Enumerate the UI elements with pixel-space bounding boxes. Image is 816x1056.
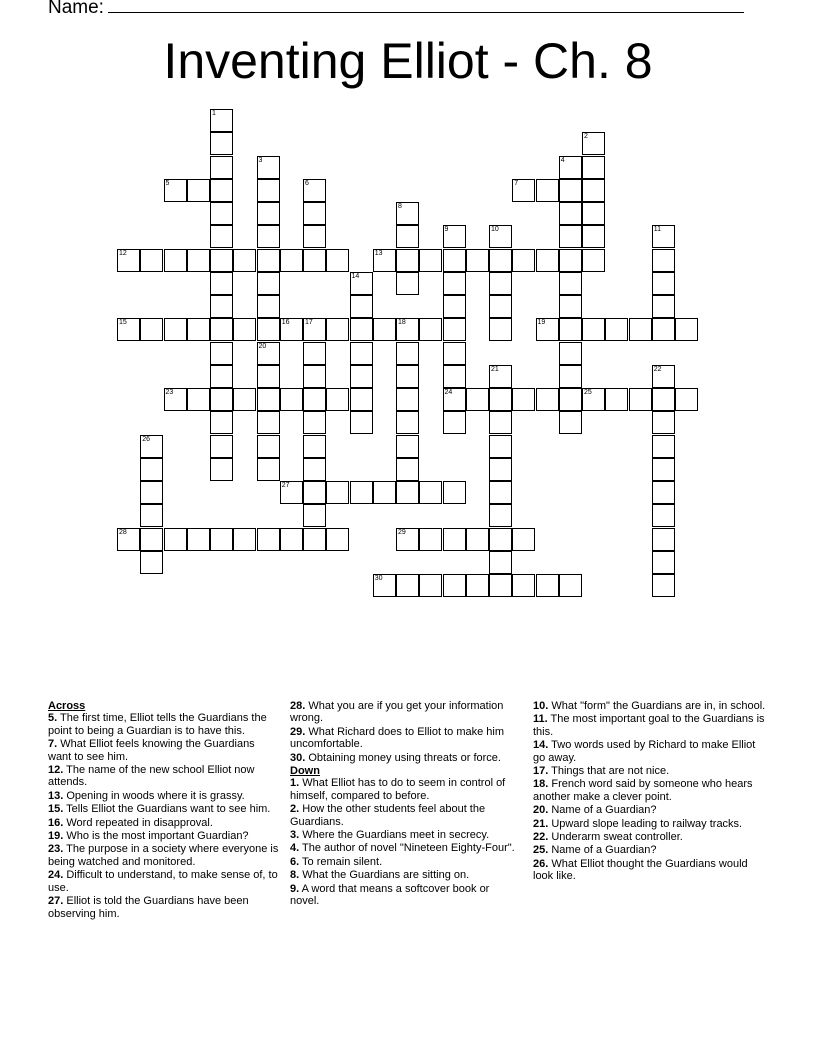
clue-number: 12	[119, 249, 127, 257]
grid-cell	[559, 202, 582, 225]
grid-cell	[489, 249, 512, 272]
grid-cell	[257, 411, 280, 434]
grid-cell	[210, 156, 233, 179]
clue-number: 27	[281, 482, 290, 489]
clue-down-1: 1. What Elliot has to do to seem in control of himself, compared to before.	[290, 777, 506, 802]
grid-cell	[559, 179, 582, 202]
grid-cell	[210, 295, 233, 318]
grid-cell	[605, 318, 628, 341]
grid-cell	[443, 388, 466, 411]
grid-cell	[210, 365, 233, 388]
grid-cell	[489, 504, 512, 527]
grid-cell	[419, 528, 442, 551]
grid-cell	[210, 411, 233, 434]
clue-number: 14	[351, 272, 360, 280]
clue-number: 5	[165, 179, 170, 187]
clue-down-14: 14. Two words used by Richard to make Elliot go away.	[533, 739, 756, 764]
grid-cell	[489, 272, 512, 295]
clue-across-23: 23. The purpose in a society where everyone is being watched and monitored.	[48, 843, 279, 868]
clue-across-29: 29. What Richard does to Elliot to make him uncomfortable.	[290, 725, 504, 751]
grid-cell	[512, 179, 535, 202]
grid-cell	[187, 318, 210, 341]
grid-cell	[652, 551, 675, 574]
grid-cell	[303, 528, 326, 551]
grid-cell	[117, 528, 140, 551]
grid-cell	[396, 342, 419, 365]
across-heading: Across	[48, 700, 86, 712]
grid-cell	[257, 272, 280, 295]
grid-cell	[536, 318, 559, 341]
clue-number: 16	[281, 319, 290, 327]
grid-cell	[350, 411, 373, 434]
grid-cell	[280, 528, 303, 551]
grid-cell	[559, 574, 582, 597]
grid-cell	[210, 342, 233, 365]
grid-cell	[396, 365, 419, 388]
clue-down-17: 17. Things that are not nice.	[533, 765, 670, 778]
grid-cell	[489, 411, 512, 434]
clue-number: 2	[584, 133, 588, 141]
grid-cell	[164, 528, 187, 551]
clue-number: 7	[514, 179, 519, 187]
grid-cell	[233, 388, 256, 411]
grid-cell	[140, 249, 163, 272]
grid-cell	[350, 388, 373, 411]
grid-cell	[489, 481, 512, 504]
grid-cell	[257, 435, 280, 458]
clue-number: 28	[119, 528, 127, 536]
grid-cell	[582, 388, 605, 411]
clue-number: 20	[258, 342, 267, 350]
clue-down-9: 9. A word that means a softcover book or novel.	[290, 882, 490, 908]
grid-cell	[280, 481, 303, 504]
clue-number: 17	[305, 319, 313, 327]
grid-cell	[187, 249, 210, 272]
grid-cell	[140, 528, 163, 551]
grid-cell	[257, 458, 280, 481]
grid-cell	[210, 132, 233, 155]
grid-cell	[559, 388, 582, 411]
grid-cell	[396, 202, 419, 225]
grid-cell	[373, 481, 396, 504]
grid-cell	[326, 528, 349, 551]
grid-cell	[257, 318, 280, 341]
grid-cell	[210, 272, 233, 295]
clue-number: 29	[398, 528, 406, 536]
grid-cell	[582, 179, 605, 202]
grid-cell	[512, 528, 535, 551]
grid-cell	[257, 249, 280, 272]
clue-number: 26	[142, 435, 151, 443]
grid-cell	[257, 528, 280, 551]
grid-cell	[140, 481, 163, 504]
grid-cell	[489, 295, 512, 318]
grid-cell	[257, 342, 280, 365]
grid-cell	[536, 179, 559, 202]
clues-column-3	[533, 700, 769, 884]
grid-cell	[466, 249, 489, 272]
grid-cell	[582, 132, 605, 155]
grid-cell	[350, 365, 373, 388]
grid-cell	[512, 574, 535, 597]
grid-cell	[280, 388, 303, 411]
clues-column-1	[48, 700, 280, 921]
grid-cell	[419, 318, 442, 341]
grid-cell	[303, 249, 326, 272]
clue-across-12: 12. The name of the new school Elliot now attends.	[48, 764, 255, 789]
grid-cell	[210, 202, 233, 225]
clue-number: 6	[305, 179, 309, 187]
clue-number: 22	[653, 365, 662, 373]
grid-cell	[257, 179, 280, 202]
grid-cell	[512, 388, 535, 411]
grid-cell	[280, 318, 303, 341]
grid-cell	[489, 551, 512, 574]
grid-cell	[257, 295, 280, 318]
grid-cell	[443, 411, 466, 434]
grid-cell	[326, 388, 349, 411]
grid-cell	[652, 225, 675, 248]
grid-cell	[582, 156, 605, 179]
clue-down-11: 11. The most important goal to the Guardians is this.	[533, 713, 765, 738]
clue-number: 15	[119, 319, 127, 327]
grid-cell	[350, 295, 373, 318]
grid-cell	[373, 318, 396, 341]
clue-down-2: 2. How the other students feel about the Guardians.	[290, 803, 486, 828]
clue-down-6: 6. To remain silent.	[290, 855, 383, 868]
grid-cell	[536, 574, 559, 597]
clue-down-25: 25. Name of a Guardian?	[533, 844, 657, 857]
clue-across-15: 15. Tells Elliot the Guardians want to see him.	[48, 803, 271, 816]
grid-cell	[652, 574, 675, 597]
grid-cell	[443, 365, 466, 388]
grid-cell	[443, 295, 466, 318]
grid-cell	[652, 388, 675, 411]
grid-cell	[140, 435, 163, 458]
grid-cell	[140, 551, 163, 574]
clue-number: 1	[212, 110, 216, 117]
clue-number: 3	[258, 156, 263, 164]
grid-cell	[559, 411, 582, 434]
grid-cell	[350, 342, 373, 365]
grid-cell	[303, 365, 326, 388]
grid-cell	[210, 225, 233, 248]
grid-cell	[233, 528, 256, 551]
clue-number: 10	[491, 226, 499, 234]
grid-cell	[489, 225, 512, 248]
grid-cell	[536, 388, 559, 411]
grid-cell	[303, 458, 326, 481]
grid-cell	[257, 156, 280, 179]
grid-cell	[303, 202, 326, 225]
grid-cell	[466, 528, 489, 551]
grid-cell	[559, 318, 582, 341]
clue-number: 4	[560, 156, 565, 164]
grid-cell	[675, 318, 698, 341]
grid-cell	[303, 504, 326, 527]
grid-cell	[675, 388, 698, 411]
grid-cell	[350, 481, 373, 504]
name-label: Name:	[48, 0, 104, 18]
clue-down-4: 4. The author of novel "Nineteen Eighty-Four".	[290, 842, 515, 855]
grid-cell	[117, 249, 140, 272]
grid-cell	[652, 458, 675, 481]
grid-cell	[396, 481, 419, 504]
grid-cell	[652, 411, 675, 434]
grid-cell	[164, 249, 187, 272]
grid-cell	[582, 225, 605, 248]
clue-across-5: 5. The first time, Elliot tells the Guardians the point to being a Guardian is to have this.	[48, 712, 267, 737]
grid-cell	[303, 318, 326, 341]
grid-cell	[489, 435, 512, 458]
grid-cell	[326, 318, 349, 341]
grid-cell	[559, 249, 582, 272]
grid-cell	[629, 318, 652, 341]
clue-down-8: 8. What the Guardians are sitting on.	[290, 869, 470, 882]
grid-cell	[652, 318, 675, 341]
grid-cell	[559, 342, 582, 365]
grid-cell	[652, 365, 675, 388]
grid-cell	[187, 179, 210, 202]
grid-cell	[187, 388, 210, 411]
grid-cell	[559, 225, 582, 248]
clue-number: 19	[537, 319, 546, 327]
clue-across-30: 30. Obtaining money using threats or force.	[290, 751, 501, 764]
grid-cell	[373, 249, 396, 272]
grid-cell	[210, 458, 233, 481]
clue-down-3: 3. Where the Guardians meet in secrecy.	[290, 829, 490, 842]
grid-cell	[396, 458, 419, 481]
grid-cell	[303, 225, 326, 248]
grid-cell	[559, 295, 582, 318]
grid-cell	[396, 318, 419, 341]
grid-cell	[303, 481, 326, 504]
grid-cell	[652, 481, 675, 504]
grid-cell	[373, 574, 396, 597]
down-heading: Down	[290, 765, 320, 778]
grid-cell	[489, 388, 512, 411]
grid-cell	[396, 528, 419, 551]
grid-cell	[164, 318, 187, 341]
grid-cell	[210, 388, 233, 411]
grid-cell	[582, 249, 605, 272]
grid-cell	[210, 435, 233, 458]
grid-cell	[466, 574, 489, 597]
clue-number: 13	[374, 249, 383, 257]
grid-cell	[396, 272, 419, 295]
grid-cell	[257, 202, 280, 225]
grid-cell	[326, 481, 349, 504]
grid-cell	[280, 249, 303, 272]
clue-number: 30	[374, 575, 383, 582]
grid-cell	[257, 365, 280, 388]
clue-number: 18	[398, 319, 406, 327]
clue-number: 8	[398, 203, 402, 210]
grid-cell	[396, 388, 419, 411]
grid-cell	[396, 225, 419, 248]
grid-cell	[210, 528, 233, 551]
clue-down-10: 10. What "form" the Guardians are in, in school.	[533, 700, 766, 712]
grid-cell	[396, 574, 419, 597]
grid-cell	[303, 411, 326, 434]
clue-down-20: 20. Name of a Guardian?	[533, 804, 657, 817]
grid-cell	[443, 481, 466, 504]
clue-number: 25	[584, 389, 592, 396]
grid-cell	[303, 388, 326, 411]
grid-cell	[233, 249, 256, 272]
clue-down-18: 18. French word said by someone who hears another make a clever point.	[533, 778, 753, 803]
grid-cell	[489, 458, 512, 481]
grid-cell	[187, 528, 210, 551]
grid-cell	[419, 249, 442, 272]
grid-cell	[605, 388, 628, 411]
clue-down-22: 22. Underarm sweat controller.	[533, 831, 683, 844]
clue-down-21: 21. Upward slope leading to railway tracks.	[533, 817, 743, 830]
grid-cell	[559, 365, 582, 388]
grid-cell	[652, 528, 675, 551]
grid-cell	[652, 504, 675, 527]
grid-cell	[536, 249, 559, 272]
grid-cell	[582, 318, 605, 341]
grid-cell	[140, 458, 163, 481]
grid-cell	[443, 574, 466, 597]
grid-cell	[210, 179, 233, 202]
grid-cell	[117, 318, 140, 341]
clue-number: 23	[165, 389, 174, 396]
clue-down-26: 26. What Elliot thought the Guardians would look like.	[533, 857, 748, 883]
grid-cell	[303, 342, 326, 365]
clue-across-7: 7. What Elliot feels knowing the Guardians want to see him.	[48, 738, 255, 763]
grid-cell	[652, 295, 675, 318]
grid-cell	[652, 249, 675, 272]
page-title: Inventing Elliot - Ch. 8	[163, 33, 653, 89]
grid-cell	[210, 109, 233, 132]
grid-cell	[489, 318, 512, 341]
grid-cell	[489, 574, 512, 597]
grid-cell	[466, 388, 489, 411]
grid-cell	[652, 272, 675, 295]
clue-across-19: 19. Who is the most important Guardian?	[48, 830, 249, 843]
grid-cell	[140, 504, 163, 527]
grid-cell	[559, 272, 582, 295]
clues-column-2	[290, 700, 516, 909]
grid-cell	[396, 411, 419, 434]
grid-cell	[512, 249, 535, 272]
grid-cell	[443, 342, 466, 365]
clue-number: 9	[444, 226, 449, 234]
grid-cell	[443, 225, 466, 248]
grid-cell	[164, 388, 187, 411]
grid-cell	[489, 365, 512, 388]
grid-cell	[303, 435, 326, 458]
clue-across-28: 28. What you are if you get your information wrong.	[290, 700, 504, 725]
clue-number: 24	[444, 389, 453, 396]
grid-cell	[210, 249, 233, 272]
grid-cell	[582, 202, 605, 225]
clue-across-13: 13. Opening in woods where it is grassy.	[48, 789, 245, 802]
grid-cell	[303, 179, 326, 202]
grid-cell	[419, 481, 442, 504]
grid-cell	[652, 435, 675, 458]
grid-cell	[559, 156, 582, 179]
grid-cell	[326, 249, 349, 272]
clue-across-27: 27. Elliot is told the Guardians have been observing him.	[48, 895, 249, 920]
grid-cell	[350, 272, 373, 295]
clue-number: 21	[491, 365, 499, 373]
grid-cell	[164, 179, 187, 202]
grid-cell	[443, 318, 466, 341]
clue-across-16: 16. Word repeated in disapproval.	[48, 816, 213, 829]
clue-number: 11	[653, 226, 662, 234]
grid-cell	[350, 318, 373, 341]
grid-cell	[396, 249, 419, 272]
grid-cell	[257, 225, 280, 248]
grid-cell	[210, 318, 233, 341]
grid-cell	[443, 272, 466, 295]
grid-cell	[443, 528, 466, 551]
grid-cell	[140, 318, 163, 341]
clue-across-24: 24. Difficult to understand, to make sense of, to use.	[48, 869, 278, 894]
grid-cell	[489, 528, 512, 551]
grid-cell	[257, 388, 280, 411]
grid-cell	[396, 435, 419, 458]
grid-cell	[419, 574, 442, 597]
grid-cell	[629, 388, 652, 411]
grid-cell	[443, 249, 466, 272]
grid-cell	[233, 318, 256, 341]
